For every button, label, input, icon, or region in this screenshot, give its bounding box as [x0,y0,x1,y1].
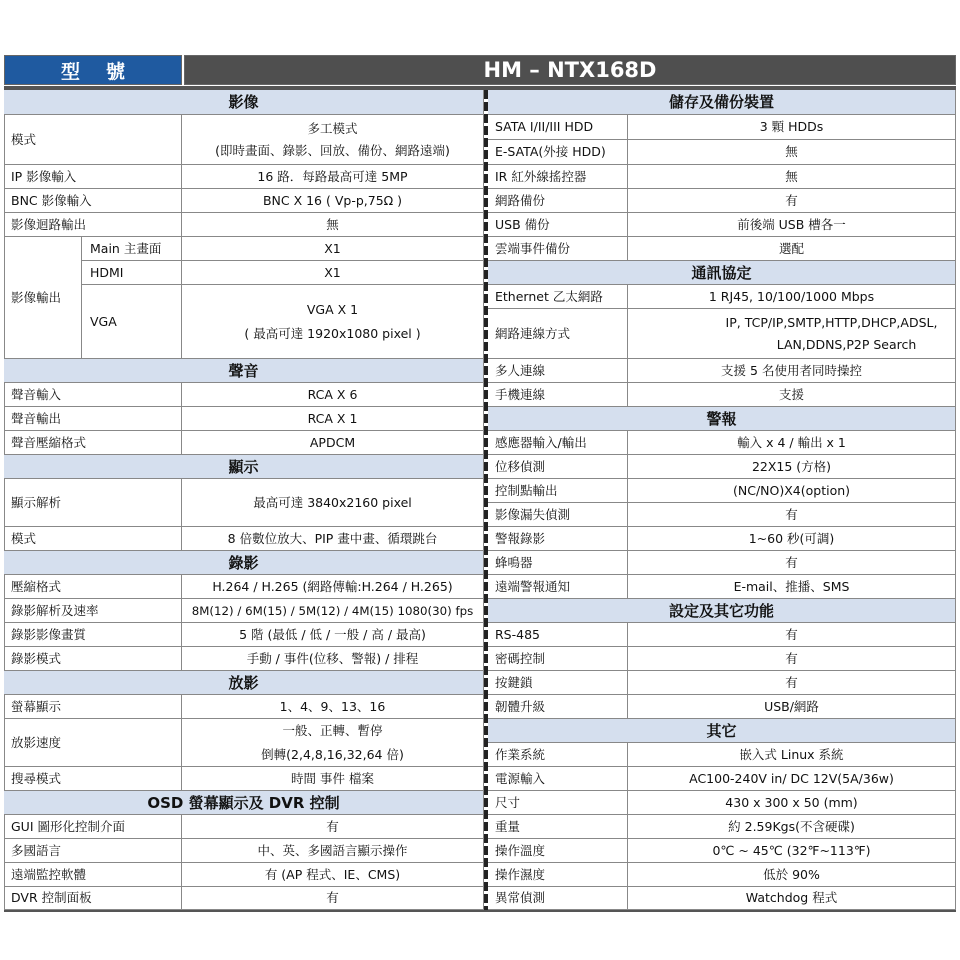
ethernet-value: 1 RJ45, 10/100/1000 Mbps [628,285,956,309]
cloud-backup-label: 雲端事件備份 [488,237,628,261]
esata-value: 無 [628,140,956,165]
buzzer-value: 有 [628,551,956,575]
sensor-io-value: 輸入 x 4 / 輸出 x 1 [628,431,956,455]
language-value: 中、英、多國語言顯示操作 [182,839,484,863]
ethernet-label: Ethernet 乙太網路 [488,285,628,309]
model-label: 型號 [4,55,182,85]
video-out-label: 影像輸出 [4,237,82,359]
loop-out-label: 影像迴路輸出 [4,213,182,237]
section-playback: 放影 [4,671,484,695]
display-mode-label: 模式 [4,527,182,551]
rs485-value: 有 [628,623,956,647]
vga-label: VGA [82,285,182,359]
control-out-label: 控制點輸出 [488,479,628,503]
weight-value: 約 2.59Kgs(不含硬碟) [628,815,956,839]
buzzer-label: 蜂鳴器 [488,551,628,575]
record-codec-value: H.264 / H.265 (網路傳輸:H.264 / H.265) [182,575,484,599]
keylock-value: 有 [628,671,956,695]
sata-value: 3 顆 HDDs [628,115,956,140]
net-conn-line2: LAN,DDNS,P2P Search [776,336,917,352]
sata-label: SATA I/II/III HDD [488,115,628,140]
section-record: 錄影 [4,551,484,575]
multi-user-label: 多人連線 [488,359,628,383]
section-storage: 儲存及備份裝置 [488,90,956,115]
hdmi-label: HDMI [82,261,182,285]
record-mode-value: 手動 / 事件(位移、警報) / 排程 [182,647,484,671]
bnc-input-label: BNC 影像輸入 [4,189,182,213]
net-conn-value [628,309,956,359]
net-backup-value: 有 [628,189,956,213]
usb-backup-value: 前後端 USB 槽各一 [628,213,956,237]
record-quality-value: 5 階 (最低 / 低 / 一般 / 高 / 最高) [182,623,484,647]
firmware-label: 韌體升級 [488,695,628,719]
audio-codec-label: 聲音壓縮格式 [4,431,182,455]
ip-input-value: 16 路．每路最高可達 5MP [182,165,484,189]
remote-software-value: 有 (AP 程式、IE、CMS) [182,863,484,887]
mobile-label: 手機連線 [488,383,628,407]
usb-backup-label: USB 備份 [488,213,628,237]
video-loss-value: 有 [628,503,956,527]
record-rate-label: 錄影解析及速率 [4,599,182,623]
cloud-backup-value: 選配 [628,237,956,261]
remote-alarm-label: 遠端警報通知 [488,575,628,599]
audio-in-value: RCA X 6 [182,383,484,407]
video-mode-line2: (即時畫面、錄影、回放、備份、網路遠端) [215,142,450,158]
playback-speed-line1: 一般、正轉、暫停 [282,722,383,738]
vga-line2: ( 最高可達 1920x1080 pixel ) [244,325,421,341]
motion-label: 位移偵測 [488,455,628,479]
bottom-border [4,910,956,912]
column-divider [484,90,488,910]
humidity-value: 低於 90% [628,863,956,887]
size-label: 尺寸 [488,791,628,815]
mobile-value: 支援 [628,383,956,407]
watchdog-value: Watchdog 程式 [628,887,956,910]
os-value: 嵌入式 Linux 系統 [628,743,956,767]
humidity-label: 操作濕度 [488,863,628,887]
section-alarm: 警報 [488,407,956,431]
ip-input-label: IP 影像輸入 [4,165,182,189]
display-res-value: 最高可達 3840x2160 pixel [182,479,484,527]
record-rate-value: 8M(12) / 6M(15) / 5M(12) / 4M(15) 1080(30) fps [182,599,484,623]
video-loss-label: 影像漏失偵測 [488,503,628,527]
sensor-io-label: 感應器輸入/輸出 [488,431,628,455]
weight-label: 重量 [488,815,628,839]
section-audio: 聲音 [4,359,484,383]
firmware-value: USB/網路 [628,695,956,719]
control-panel-value: 有 [182,887,484,910]
section-osd: OSD 螢幕顯示及 DVR 控制 [4,791,484,815]
size-value: 430 x 300 x 50 (mm) [628,791,956,815]
language-label: 多國語言 [4,839,182,863]
power-label: 電源輸入 [488,767,628,791]
main-screen-value: X1 [182,237,484,261]
video-mode-value [182,115,484,165]
section-other: 其它 [488,719,956,743]
vga-line1: VGA X 1 [306,301,359,317]
watchdog-label: 異常偵測 [488,887,628,910]
gui-value: 有 [182,815,484,839]
remote-alarm-value: E-mail、推播、SMS [628,575,956,599]
playback-speed-label: 放影速度 [4,719,182,767]
esata-label: E-SATA(外接 HDD) [488,140,628,165]
vga-value [182,285,484,359]
temperature-value: 0℃ ~ 45℃ (32℉~113℉) [628,839,956,863]
playback-speed-value [182,719,484,767]
display-res-label: 顯示解析 [4,479,182,527]
keylock-label: 按鍵鎖 [488,671,628,695]
audio-in-label: 聲音輸入 [4,383,182,407]
motion-value: 22X15 (方格) [628,455,956,479]
model-value: HM – NTX168D [184,55,956,85]
section-network: 通訊協定 [488,261,956,285]
power-value: AC100-240V in/ DC 12V(5A/36w) [628,767,956,791]
section-video: 影像 [4,90,484,115]
section-settings: 設定及其它功能 [488,599,956,623]
loop-out-value: 無 [182,213,484,237]
net-conn-label: 網路連線方式 [488,309,628,359]
hdmi-value: X1 [182,261,484,285]
control-panel-label: DVR 控制面板 [4,887,182,910]
record-quality-label: 錄影影像畫質 [4,623,182,647]
alarm-rec-value: 1~60 秒(可調) [628,527,956,551]
password-value: 有 [628,647,956,671]
playback-screen-label: 螢幕顯示 [4,695,182,719]
ir-remote-label: IR 紅外線搖控器 [488,165,628,189]
playback-screen-value: 1、4、9、13、16 [182,695,484,719]
temperature-label: 操作溫度 [488,839,628,863]
net-conn-line1: IP, TCP/IP,SMTP,HTTP,DHCP,ADSL, [725,314,938,330]
search-mode-value: 時間 事件 檔案 [182,767,484,791]
video-mode-label: 模式 [4,115,182,165]
record-codec-label: 壓縮格式 [4,575,182,599]
gui-label: GUI 圖形化控制介面 [4,815,182,839]
rs485-label: RS-485 [488,623,628,647]
ir-remote-value: 無 [628,165,956,189]
remote-software-label: 遠端監控軟體 [4,863,182,887]
audio-codec-value: APDCM [182,431,484,455]
display-mode-value: 8 倍數位放大、PIP 畫中畫、循環跳台 [182,527,484,551]
playback-speed-line2: 倒轉(2,4,8,16,32,64 倍) [261,746,404,762]
search-mode-label: 搜尋模式 [4,767,182,791]
multi-user-value: 支援 5 名使用者同時操控 [628,359,956,383]
record-mode-label: 錄影模式 [4,647,182,671]
password-label: 密碼控制 [488,647,628,671]
audio-out-value: RCA X 1 [182,407,484,431]
section-display: 顯示 [4,455,484,479]
net-backup-label: 網路備份 [488,189,628,213]
alarm-rec-label: 警報錄影 [488,527,628,551]
audio-out-label: 聲音輸出 [4,407,182,431]
control-out-value: (NC/NO)X4(option) [628,479,956,503]
video-mode-line1: 多工模式 [307,120,358,136]
os-label: 作業系統 [488,743,628,767]
bnc-input-value: BNC X 16 ( Vp-p,75Ω ) [182,189,484,213]
main-screen-label: Main 主畫面 [82,237,182,261]
